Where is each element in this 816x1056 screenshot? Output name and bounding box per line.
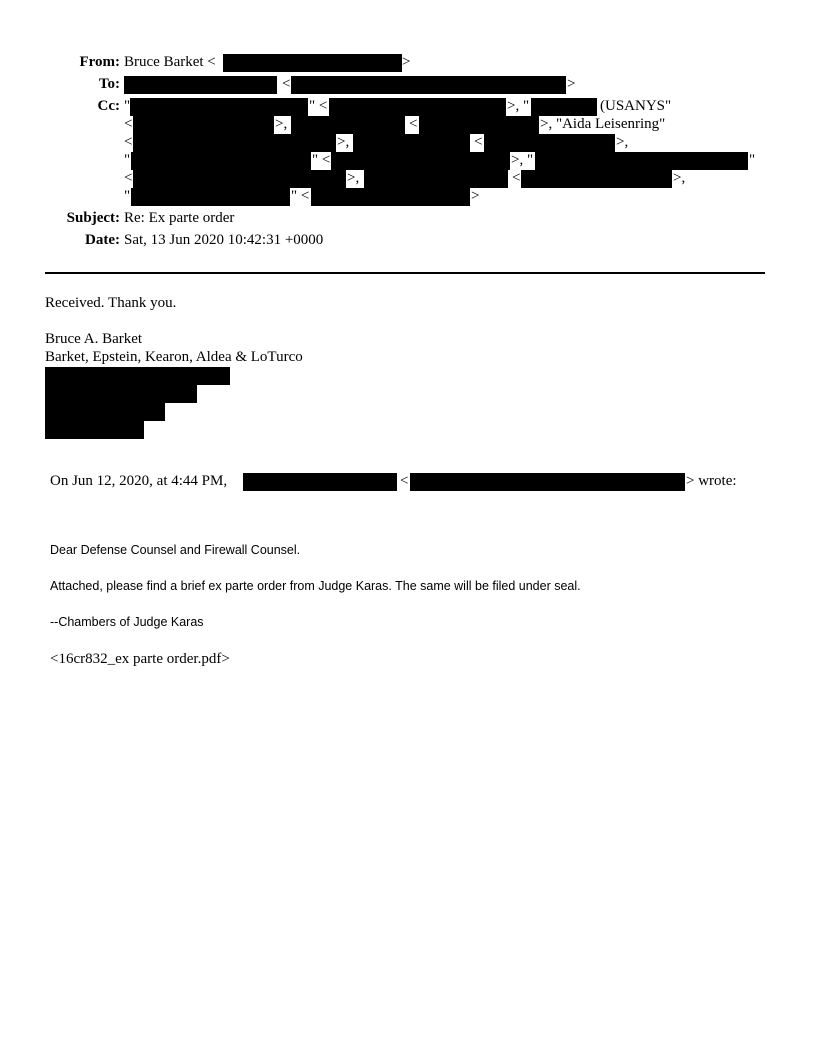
cc-text: " — [749, 152, 756, 168]
redaction-block — [311, 188, 470, 206]
redaction-block — [410, 473, 685, 491]
redaction-block — [133, 116, 274, 134]
subject-label: Subject: — [66, 210, 120, 226]
redaction-block — [419, 116, 539, 134]
attachment-name[interactable]: <16cr832_ex parte order.pdf> — [50, 651, 230, 667]
quote-header-suffix: > wrote: — [686, 473, 737, 489]
quote-header-prefix: On Jun 12, 2020, at 4:44 PM, — [50, 473, 228, 489]
cc-text: >, "Aida Leisenring" — [540, 116, 666, 132]
from-name: Bruce Barket < — [124, 54, 216, 70]
header-divider — [45, 272, 765, 274]
redaction-block — [45, 421, 144, 439]
redaction-block — [223, 54, 402, 72]
cc-text: < — [124, 134, 133, 150]
cc-text: " < — [291, 188, 310, 204]
redaction-block — [243, 473, 397, 491]
cc-text: >, — [337, 134, 350, 150]
cc-text: " — [124, 188, 131, 204]
quote-header-lt: < — [400, 473, 409, 489]
cc-text: >, " — [511, 152, 534, 168]
quoted-line: Attached, please find a brief ex parte order from Judge Karas. The same will be filed under seal. — [50, 579, 581, 593]
cc-text: >, — [673, 170, 686, 186]
date-value: Sat, 13 Jun 2020 10:42:31 +0000 — [124, 232, 324, 248]
to-label: To: — [98, 76, 120, 92]
redaction-block — [484, 134, 615, 152]
redaction-block — [45, 403, 165, 421]
redaction-block — [535, 152, 748, 170]
redaction-block — [364, 170, 508, 188]
cc-text: < — [409, 116, 418, 132]
cc-text: (USANYS" — [600, 98, 672, 114]
cc-text: >, — [616, 134, 629, 150]
cc-text: " < — [312, 152, 331, 168]
cc-text: < — [124, 116, 133, 132]
redaction-block — [131, 152, 311, 170]
redaction-block — [131, 188, 290, 206]
from-label: From: — [79, 54, 120, 70]
redaction-block — [531, 98, 597, 116]
date-label: Date: — [85, 232, 120, 248]
signature-name: Bruce A. Barket — [45, 331, 143, 347]
cc-text: >, — [347, 170, 360, 186]
reply-text: Received. Thank you. — [45, 295, 177, 311]
cc-text: > — [471, 188, 480, 204]
redaction-block — [329, 98, 506, 116]
redaction-block — [353, 134, 470, 152]
cc-text: < — [512, 170, 521, 186]
redaction-block — [291, 76, 566, 94]
redaction-block — [45, 385, 197, 403]
cc-label: Cc: — [97, 98, 120, 114]
cc-text: " — [124, 152, 131, 168]
cc-text: < — [474, 134, 483, 150]
redaction-block — [291, 116, 405, 134]
cc-text: >, " — [507, 98, 530, 114]
redaction-block — [130, 98, 308, 116]
redaction-block — [45, 367, 230, 385]
to-gt: > — [567, 76, 576, 92]
cc-text: < — [124, 170, 133, 186]
from-close: > — [402, 54, 411, 70]
to-lt: < — [282, 76, 291, 92]
signature-firm: Barket, Epstein, Kearon, Aldea & LoTurco — [45, 349, 303, 365]
quoted-line: Dear Defense Counsel and Firewall Counsel. — [50, 543, 301, 557]
redaction-block — [521, 170, 672, 188]
quoted-line: --Chambers of Judge Karas — [50, 615, 204, 629]
cc-text: >, — [275, 116, 288, 132]
cc-text: " — [124, 98, 131, 114]
redaction-block — [133, 134, 336, 152]
cc-text: " < — [309, 98, 328, 114]
redaction-block — [133, 170, 346, 188]
subject-value: Re: Ex parte order — [124, 210, 235, 226]
redaction-block — [124, 76, 277, 94]
redaction-block — [331, 152, 510, 170]
